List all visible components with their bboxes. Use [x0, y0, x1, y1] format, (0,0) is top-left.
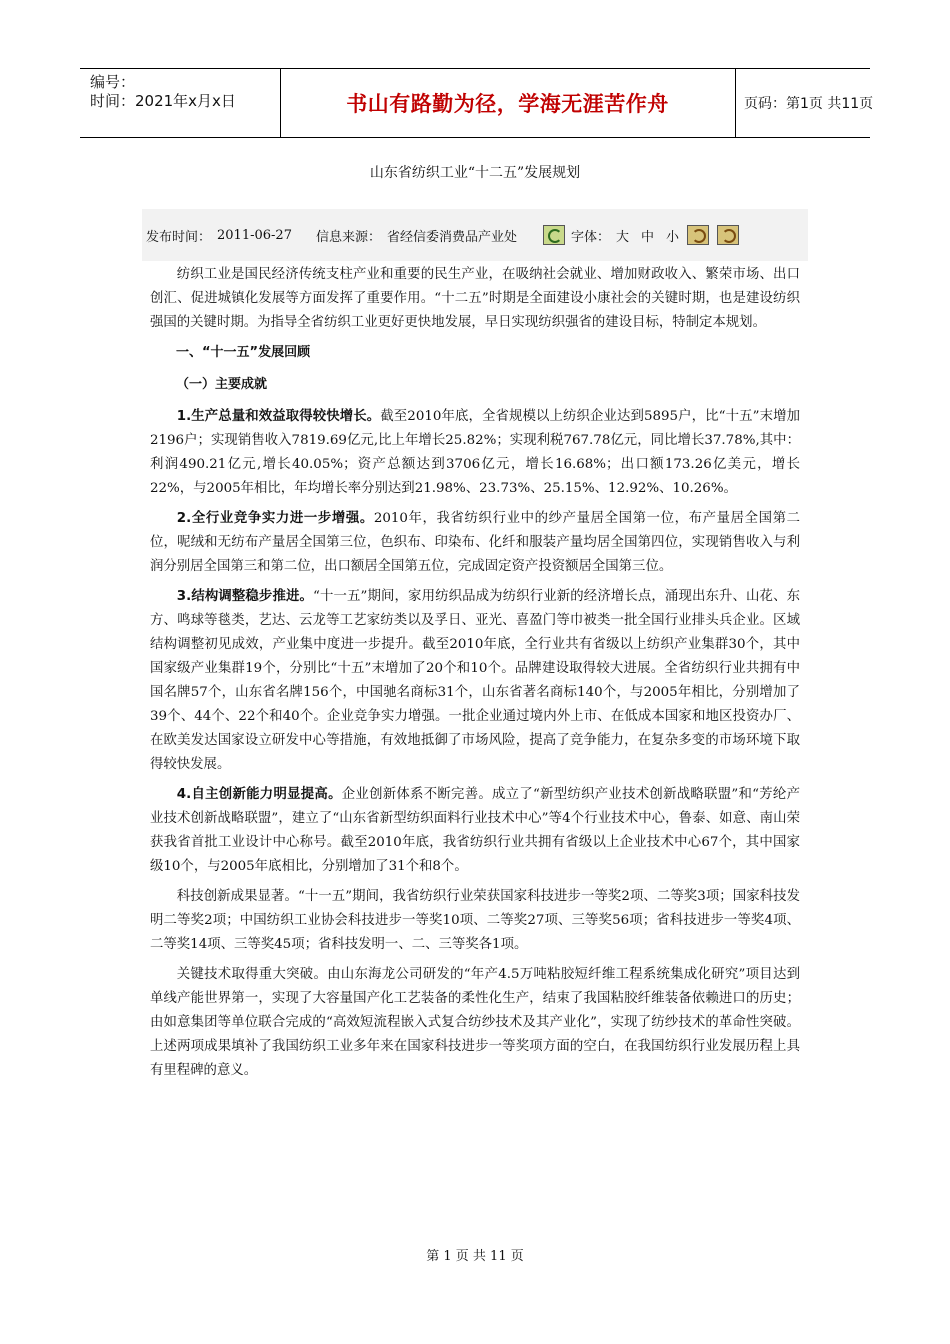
font-size-small-link[interactable]: 小 — [666, 229, 680, 245]
paragraph-4-text: 企业创新体系不断完善。成立了“新型纺织产业技术创新战略联盟”和“芳纶产业技术创新战略联盟”，建立了“山东省新型纺织面料行业技术中心”等4个行业技术中心，鲁泰、如意、南山荣获我省首批工业设计中心称号。截至2010年底，我省纺织行业共拥有省级以上企业技术中心67个，其中国家级10个，与2005年底相比，分别增加了31个和8个。 — [150, 787, 800, 874]
paragraph-1 — [150, 405, 800, 501]
intro-paragraph: 纺织工业是国民经济传统支柱产业和重要的民生产业，在吸纳社会就业、增加财政收入、繁荣市场、出口创汇、促进城镇化发展等方面发挥了重要作用。“十二五”时期是全面建设小康社会的关键时期，也是建设纺织强国的关键时期。为指导全省纺织工业更好更快地发展，早日实现纺织强省的建设目标，特制定本规划。 — [150, 267, 800, 330]
source-label: 信息来源： — [315, 229, 381, 245]
paragraph-2-heading: 2.全行业竞争实力进一步增强。 — [176, 511, 374, 526]
paragraph-3-heading: 3.结构调整稳步推进。 — [176, 589, 313, 604]
paragraph-2 — [150, 507, 800, 579]
number-label: 编号： — [90, 73, 136, 91]
font-size-medium-link[interactable]: 中 — [641, 229, 655, 245]
font-settings-icon[interactable] — [543, 225, 565, 245]
paragraph-3 — [150, 585, 800, 777]
paragraph-1-heading: 1.生产总量和效益取得较快增长。 — [176, 409, 381, 424]
subsection-heading: （一）主要成就 — [176, 377, 268, 392]
page-header — [80, 68, 874, 138]
paragraph-4-heading: 4.自主创新能力明显提高。 — [176, 787, 342, 802]
header-meta — [80, 69, 281, 137]
header-page-info: 页码：第1页 共11页 — [744, 96, 874, 112]
font-label: 字体： — [571, 229, 611, 245]
date-label: 时间：2021年x月x日 — [90, 92, 236, 110]
font-size-large-link[interactable]: 大 — [616, 229, 630, 245]
page-footer: 第 1 页 共 11 页 — [426, 1249, 524, 1264]
publish-date-label: 发布时间： — [146, 229, 212, 245]
document-title: 山东省纺织工业“十二五”发展规划 — [369, 165, 581, 181]
header-motto: 书山有路勤为径，学海无涯苦作舟 — [280, 69, 736, 137]
paragraph-1-text: 截至2010年底，全省规模以上纺织企业达到5895户，比“十五”末增加2196户；实现销售收入7819.69亿元,比上年增长25.82%；实现利税767.78亿元，同比增长37.78%,其中：利润490.21亿元,增长40.05%；资产总额达到3706亿元，增长16.68%；出口额173.26亿美元，增长22%，与2005年相比，年均增长率分别达到21.98%、23.73%、25.15%、12.92%、10.26%。 — [150, 409, 800, 496]
paragraph-5: 科技创新成果显著。“十一五”期间，我省纺织行业荣获国家科技进步一等奖2项、二等奖3项；国家科技发明二等奖2项；中国纺织工业协会科技进步一等奖10项、二等奖27项、三等奖56项；省科技进步一等奖4项、二等奖14项、三等奖45项；省科技发明一、二、三等奖各1项。 — [150, 889, 800, 952]
refresh-icon[interactable] — [687, 225, 709, 245]
paragraph-4 — [150, 783, 800, 879]
paragraph-3-text: “十一五”期间，家用纺织品成为纺织行业新的经济增长点，涌现出东升、山花、东方、鸣球等毯类，艺达、云龙等工艺家纺类以及孚日、亚光、喜盈门等巾被类一批全国行业排头兵企业。区域结构调整初见成效，产业集中度进一步提升。截至2010年底，全行业共有省级以上纺织产业集群30个，其中国家级产业集群19个，分别比“十五”末增加了20个和10个。品牌建设取得较大进展。全省纺织行业共拥有中国名牌57个，山东省名牌156个，中国驰名商标31个，山东省著名商标140个，与2005年相比，分别增加了39个、44个、22个和40个。企业竞争实力增强。一批企业通过境内外上市、在低成本国家和地区投资办厂、在欧美发达国家设立研发中心等措施，有效地抵御了市场风险，提高了竞争能力，在复杂多变的市场环境下取得较快发展。 — [150, 589, 800, 772]
paragraph-6: 关键技术取得重大突破。由山东海龙公司研发的“年产4.5万吨粘胶短纤维工程系统集成化研究”项目达到单线产能世界第一，实现了大容量国产化工艺装备的柔性化生产，结束了我国粘胶纤维装备依赖进口的历史；由如意集团等单位联合完成的“高效短流程嵌入式复合纺纱技术及其产业化”，实现了纺纱技术的革命性突破。上述两项成果填补了我国纺织工业多年来在国家科技进步一等奖项方面的空白，在我国纺织行业发展历程上具有里程碑的意义。 — [150, 967, 800, 1078]
publish-info-bar — [142, 209, 808, 261]
source-value: 省经信委消费品产业处 — [386, 229, 517, 245]
article-body — [150, 263, 800, 1089]
section-heading: 一、“十一五”发展回顾 — [176, 345, 311, 360]
paragraph-2-text: 2010年，我省纺织行业中的纱产量居全国第一位，布产量居全国第二位，呢绒和无纺布产量居全国第三位，色织布、印染布、化纤和服装产量均居全国第四位，实现销售收入与利润分别居全国第三和第二位，出口额居全国第五位，完成固定资产投资额居全国第三位。 — [150, 511, 801, 574]
print-icon[interactable] — [717, 225, 739, 245]
publish-date-value: 2011-06-27 — [217, 227, 292, 243]
